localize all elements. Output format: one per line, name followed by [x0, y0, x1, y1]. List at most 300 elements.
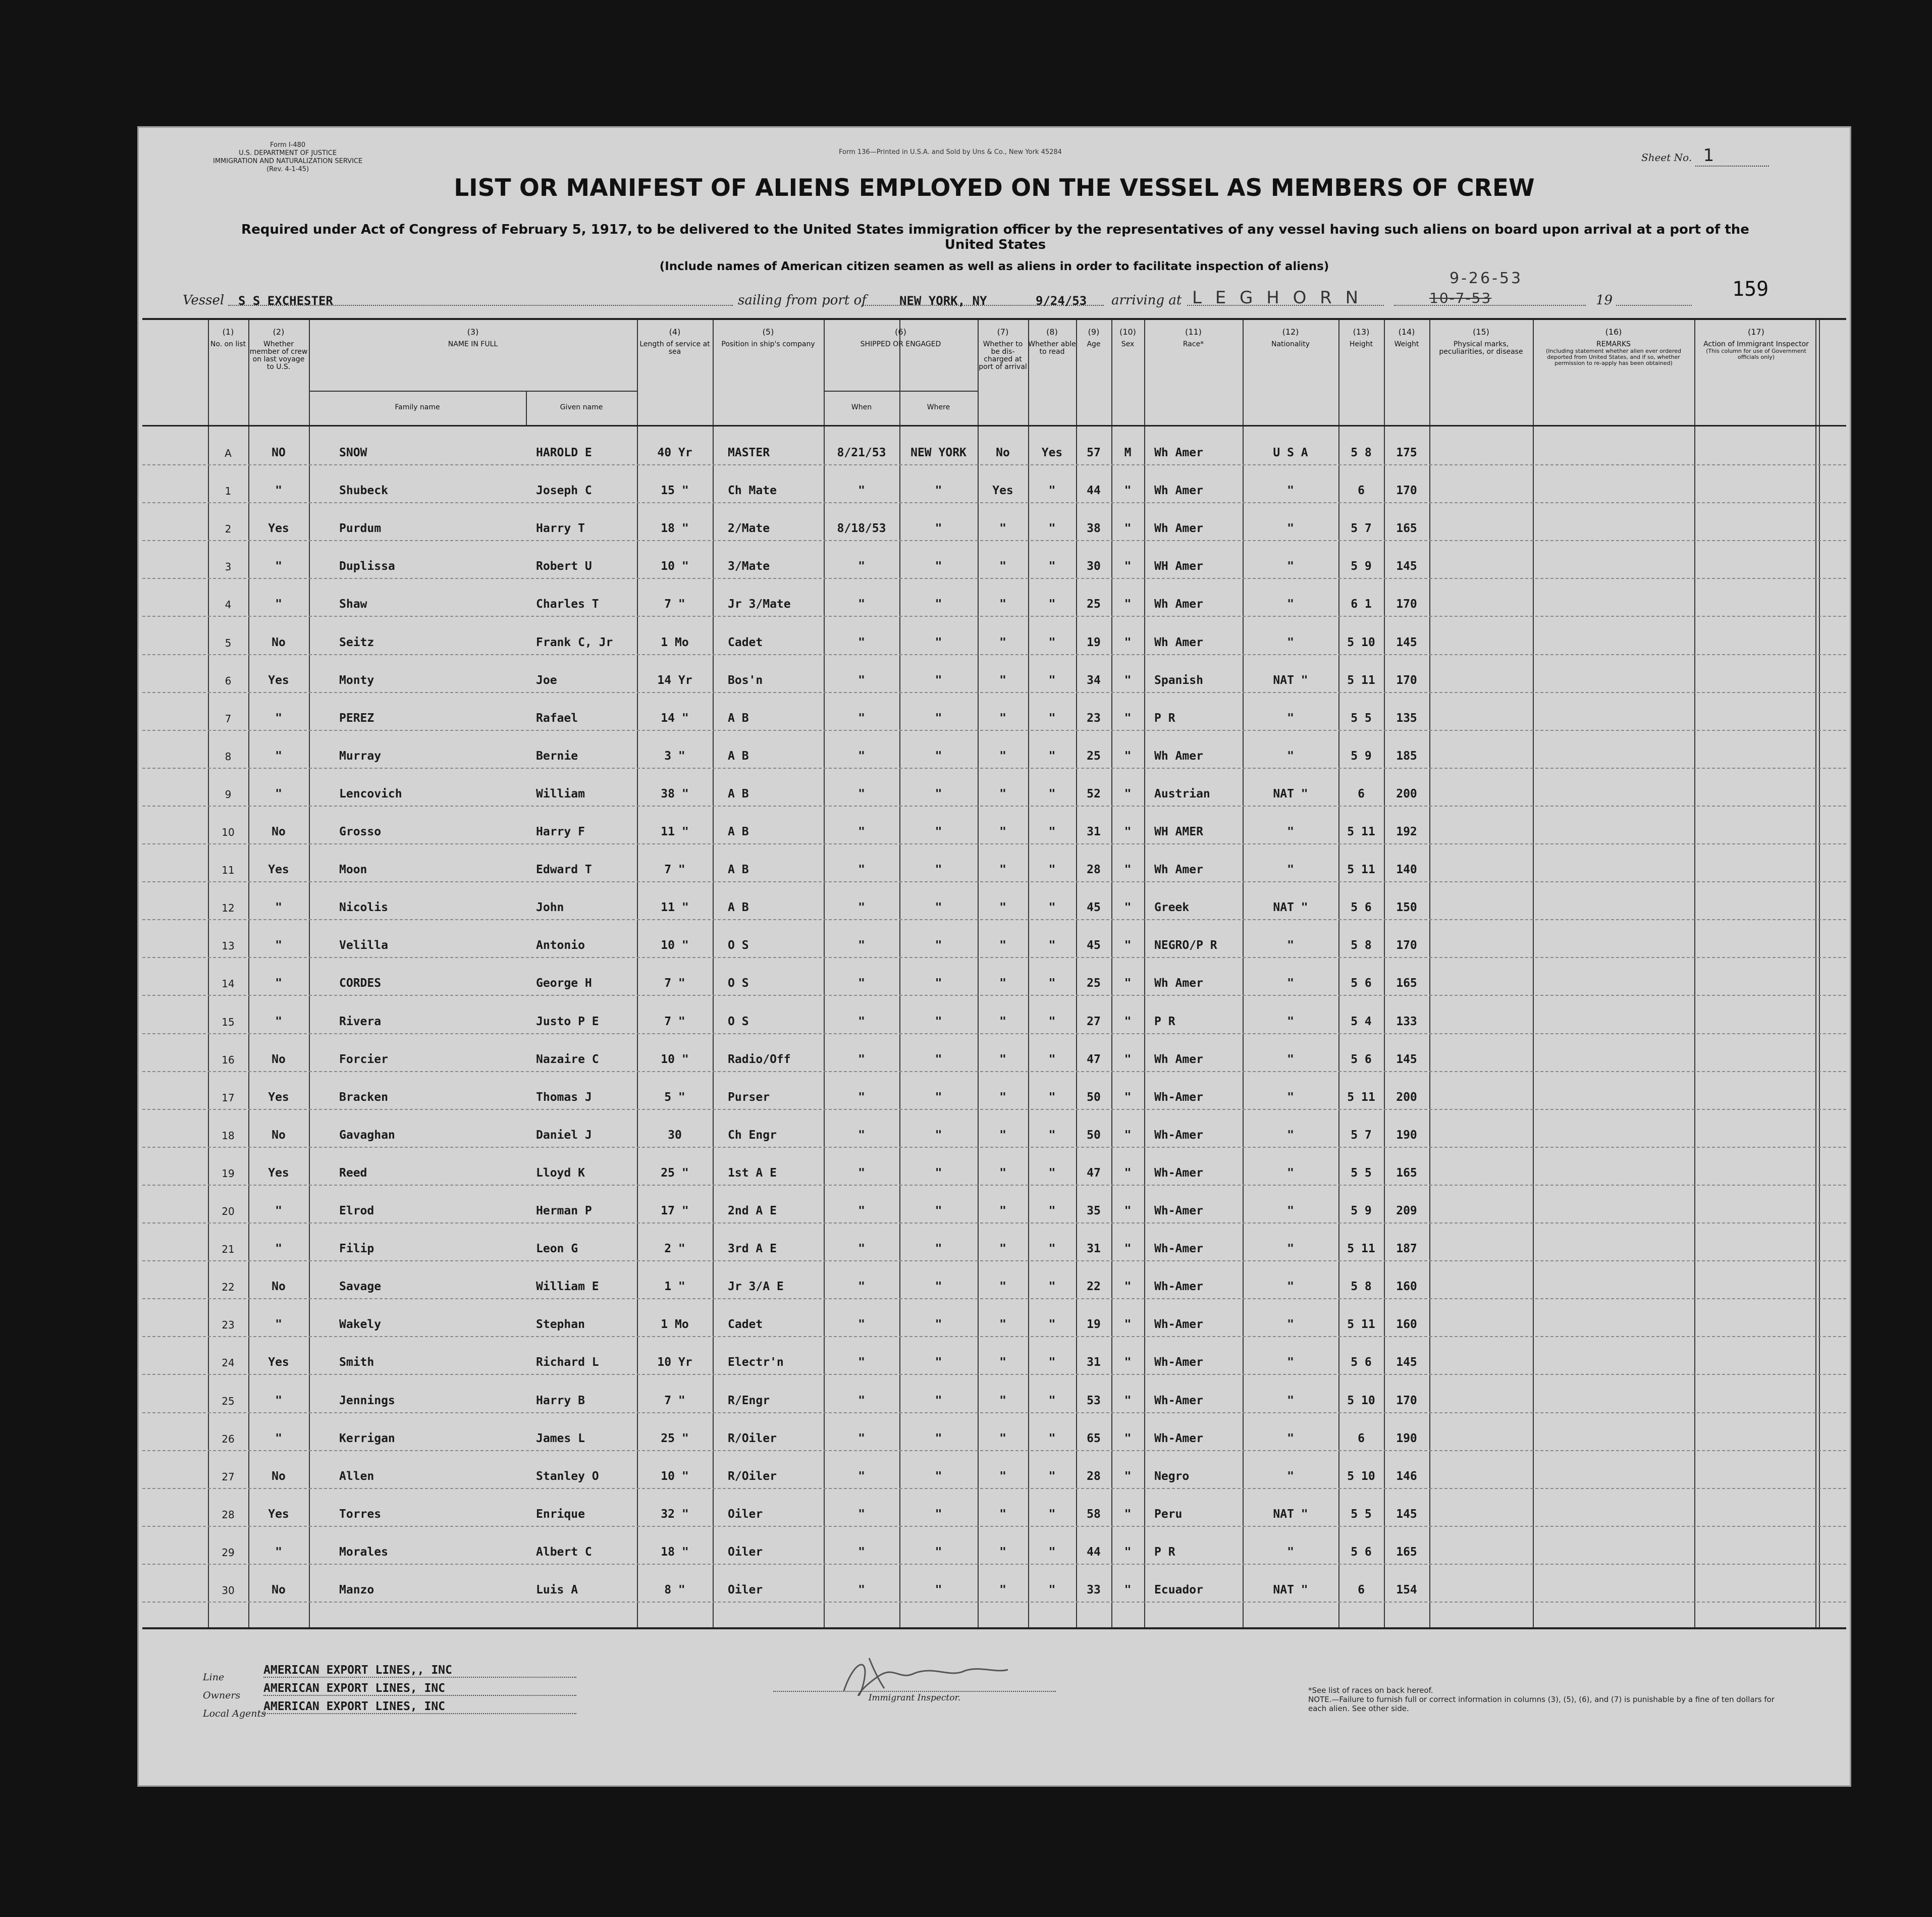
cell-family: Rivera — [339, 1015, 382, 1028]
cell-disch: " — [999, 711, 1006, 725]
cell-position: 2nd A E — [728, 1204, 777, 1217]
cell-no: 16 — [222, 1053, 235, 1066]
penalty-note: NOTE.—Failure to furnish full or correct information in columns (3), (5), (6), and (7) is punishable by a fine of ten dollars for each alien. See other side. — [1308, 1695, 1775, 1713]
cell-read: " — [1048, 598, 1056, 611]
cell-sex: " — [1124, 1583, 1132, 1596]
cell-where: " — [935, 1204, 942, 1217]
cell-disch: " — [999, 1545, 1006, 1559]
voyage-line — [183, 270, 1767, 313]
cell-when: " — [858, 1280, 865, 1294]
cell-family: SNOW — [339, 446, 367, 459]
cell-height: 5 5 — [1351, 1166, 1372, 1180]
vessel-label: Vessel — [183, 293, 225, 308]
cell-family: Allen — [339, 1469, 374, 1483]
cell-last: " — [275, 901, 282, 915]
cell-weight: 145 — [1396, 560, 1417, 573]
cell-where: " — [935, 598, 942, 611]
cell-last: No — [272, 1469, 286, 1483]
cell-height: 5 6 — [1351, 1052, 1372, 1066]
cell-height: 5 11 — [1347, 1318, 1375, 1332]
cell-nat: " — [1287, 598, 1294, 611]
cell-race: NEGRO/P R — [1154, 939, 1217, 952]
cell-no: 20 — [222, 1205, 235, 1217]
cell-family: Smith — [339, 1356, 374, 1369]
cell-disch: " — [999, 560, 1006, 573]
cell-last: " — [275, 560, 282, 573]
cell-position: O S — [728, 977, 749, 990]
cell-where: " — [935, 977, 942, 990]
cell-where: " — [935, 1090, 942, 1104]
cell-where: " — [935, 749, 942, 763]
cell-height: 5 11 — [1347, 1242, 1375, 1256]
cell-when: " — [858, 825, 865, 838]
cell-sex: " — [1124, 825, 1132, 838]
header-able-to-read: (8) Whether able to read — [1028, 327, 1076, 356]
cell-no: 22 — [222, 1281, 235, 1294]
cell-age: 31 — [1087, 1242, 1101, 1256]
table-row — [142, 654, 1846, 693]
cell-service: 7 " — [664, 598, 685, 611]
cell-position: Purser — [728, 1090, 770, 1104]
table-row — [142, 1185, 1846, 1223]
cell-age: 47 — [1087, 1166, 1101, 1180]
cell-read: " — [1048, 1431, 1056, 1445]
cell-read: " — [1048, 1356, 1056, 1369]
cell-service: 38 " — [661, 787, 689, 801]
table-row — [142, 692, 1846, 731]
inspector-signature — [834, 1650, 1015, 1696]
cell-given: Harry T — [536, 522, 585, 536]
cell-position: Radio/Off — [728, 1052, 791, 1066]
cell-given: Frank C, Jr — [536, 635, 613, 649]
cell-read: " — [1048, 1583, 1056, 1596]
header-physical-marks: (15) Physical marks, peculiarities, or disease — [1439, 327, 1523, 356]
cell-nat: " — [1287, 1356, 1294, 1369]
cell-last: Yes — [268, 863, 289, 877]
cell-weight: 209 — [1396, 1204, 1417, 1217]
cell-given: Charles T — [536, 598, 599, 611]
cell-read: Yes — [1041, 446, 1063, 459]
cell-age: 25 — [1087, 977, 1101, 990]
form-revision: (Rev. 4-1-45) — [266, 166, 309, 173]
cell-race: WH AMER — [1154, 825, 1203, 838]
cell-when: " — [858, 1015, 865, 1028]
cell-when: " — [858, 863, 865, 877]
cell-race: P R — [1154, 1015, 1175, 1028]
cell-service: 30 — [668, 1128, 682, 1142]
cell-service: 7 " — [664, 1394, 685, 1407]
cell-service: 10 " — [661, 560, 689, 573]
cell-when: " — [858, 1090, 865, 1104]
cell-when: " — [858, 598, 865, 611]
cell-sex: " — [1124, 673, 1132, 687]
header-sex: (10) Sex — [1119, 327, 1136, 348]
cell-given: George H — [536, 977, 592, 990]
cell-weight: 145 — [1396, 635, 1417, 649]
cell-age: 19 — [1087, 1318, 1101, 1332]
cell-when: " — [858, 939, 865, 952]
cell-age: 50 — [1087, 1128, 1101, 1142]
cell-read: " — [1048, 901, 1056, 915]
cell-read: " — [1048, 635, 1056, 649]
cell-service: 18 " — [661, 522, 689, 536]
cell-height: 5 6 — [1351, 977, 1372, 990]
cell-disch: " — [999, 939, 1006, 952]
cell-age: 19 — [1087, 635, 1101, 649]
cell-read: " — [1048, 1507, 1056, 1521]
cell-height: 6 — [1358, 787, 1365, 801]
cell-nat: " — [1287, 711, 1294, 725]
cell-family: Duplissa — [339, 560, 395, 573]
cell-given: Antonio — [536, 939, 585, 952]
header-where: Where — [927, 403, 950, 411]
cell-given: Lloyd K — [536, 1166, 585, 1180]
cell-read: " — [1048, 484, 1056, 498]
cell-given: Harry B — [536, 1394, 585, 1407]
cell-where: " — [935, 1545, 942, 1559]
cell-race: Wh Amer — [1154, 484, 1203, 498]
cell-age: 45 — [1087, 901, 1101, 915]
cell-position: Oiler — [728, 1507, 763, 1521]
cell-given: Rafael — [536, 711, 578, 725]
table-row — [142, 1336, 1846, 1375]
cell-weight: 165 — [1396, 1166, 1417, 1180]
table-row — [142, 768, 1846, 807]
cell-nat: NAT " — [1273, 673, 1308, 687]
cell-no: 14 — [222, 978, 235, 990]
cell-disch: " — [999, 977, 1006, 990]
cell-sex: " — [1124, 1090, 1132, 1104]
cell-no: 29 — [222, 1546, 235, 1559]
cell-sex: " — [1124, 522, 1132, 536]
cell-read: " — [1048, 863, 1056, 877]
cell-height: 6 — [1358, 484, 1365, 498]
cell-disch: " — [999, 825, 1006, 838]
cell-race: Greek — [1154, 901, 1190, 915]
cell-no: 3 — [225, 561, 232, 573]
cell-sex: " — [1124, 749, 1132, 763]
departure-port: NEW YORK, NY — [899, 294, 987, 308]
arrival-port: L E G H O R N — [1192, 288, 1363, 308]
cell-nat: " — [1287, 749, 1294, 763]
cell-weight: 200 — [1396, 787, 1417, 801]
cell-weight: 170 — [1396, 1394, 1417, 1407]
cell-last: No — [272, 635, 286, 649]
cell-disch: " — [999, 1507, 1006, 1521]
cell-last: No — [272, 1052, 286, 1066]
cell-race: Wh-Amer — [1154, 1431, 1203, 1445]
cell-read: " — [1048, 673, 1056, 687]
cell-no: A — [225, 447, 232, 459]
cell-position: Ch Mate — [728, 484, 777, 498]
cell-where: " — [935, 787, 942, 801]
cell-height: 6 1 — [1351, 598, 1372, 611]
cell-sex: " — [1124, 1545, 1132, 1559]
cell-last: " — [275, 787, 282, 801]
cell-when: " — [858, 1242, 865, 1256]
cell-last: " — [275, 711, 282, 725]
cell-nat: " — [1287, 1431, 1294, 1445]
inspector-label: Immigrant Inspector. — [773, 1691, 1056, 1703]
cell-last: " — [275, 598, 282, 611]
cell-disch: " — [999, 1394, 1006, 1407]
header-no-on-list: (1) No. on list — [210, 327, 246, 348]
cell-weight: 150 — [1396, 901, 1417, 915]
cell-last: No — [272, 1128, 286, 1142]
table-row — [142, 843, 1846, 882]
cell-race: Negro — [1154, 1469, 1190, 1483]
line-value: AMERICAN EXPORT LINES,, INC — [263, 1664, 576, 1678]
cell-height: 5 10 — [1347, 1394, 1375, 1407]
cell-race: Wh-Amer — [1154, 1128, 1203, 1142]
cell-when: " — [858, 1318, 865, 1332]
table-row — [142, 616, 1846, 655]
cell-when: " — [858, 673, 865, 687]
cell-nat: NAT " — [1273, 1507, 1308, 1521]
cell-read: " — [1048, 1015, 1056, 1028]
sheet-label: Sheet No. — [1641, 151, 1692, 164]
owners-label: Owners — [203, 1690, 241, 1701]
cell-family: Torres — [339, 1507, 382, 1521]
sailing-label: sailing from port of — [738, 293, 867, 308]
table-row — [142, 957, 1846, 996]
cell-race: Wh-Amer — [1154, 1280, 1203, 1294]
cell-service: 5 " — [664, 1090, 685, 1104]
table-row — [142, 1260, 1846, 1299]
cell-weight: 145 — [1396, 1356, 1417, 1369]
cell-where: " — [935, 673, 942, 687]
table-row — [142, 1071, 1846, 1110]
cell-no: 2 — [225, 523, 232, 536]
cell-position: Cadet — [728, 635, 763, 649]
cell-nat: " — [1287, 1394, 1294, 1407]
cell-given: Justo P E — [536, 1015, 599, 1028]
cell-service: 1 Mo — [661, 635, 689, 649]
cell-age: 44 — [1087, 484, 1101, 498]
cell-service: 40 Yr — [657, 446, 692, 459]
cell-weight: 165 — [1396, 1545, 1417, 1559]
cell-disch: " — [999, 635, 1006, 649]
cell-age: 28 — [1087, 1469, 1101, 1483]
cell-no: 10 — [222, 826, 235, 838]
cell-service: 1 Mo — [661, 1318, 689, 1332]
cell-family: Manzo — [339, 1583, 374, 1596]
cell-weight: 170 — [1396, 484, 1417, 498]
line-label: Line — [203, 1672, 225, 1683]
arriving-label: arriving at — [1111, 293, 1182, 308]
cell-disch: " — [999, 1204, 1006, 1217]
cell-weight: 175 — [1396, 446, 1417, 459]
cell-given: Thomas J — [536, 1090, 592, 1104]
cell-given: Edward T — [536, 863, 592, 877]
cell-last: " — [275, 1394, 282, 1407]
cell-read: " — [1048, 825, 1056, 838]
cell-age: 34 — [1087, 673, 1101, 687]
cell-race: P R — [1154, 711, 1175, 725]
cell-age: 38 — [1087, 522, 1101, 536]
cell-read: " — [1048, 1204, 1056, 1217]
table-row — [142, 881, 1846, 920]
table-row — [142, 806, 1846, 844]
document-title: LIST OR MANIFEST OF ALIENS EMPLOYED ON THE VESSEL AS MEMBERS OF CREW — [454, 174, 1535, 202]
cell-read: " — [1048, 1242, 1056, 1256]
cell-weight: 145 — [1396, 1052, 1417, 1066]
cell-service: 8 " — [664, 1583, 685, 1596]
sheet-number-field — [1641, 145, 1769, 167]
cell-nat: U S A — [1273, 446, 1308, 459]
race-note: *See list of races on back hereof. — [1308, 1686, 1433, 1695]
cell-age: 57 — [1087, 446, 1101, 459]
cell-sex: " — [1124, 939, 1132, 952]
cell-height: 6 — [1358, 1583, 1365, 1596]
table-row — [142, 464, 1846, 503]
cell-race: Wh Amer — [1154, 598, 1203, 611]
cell-disch: " — [999, 1469, 1006, 1483]
cell-service: 32 " — [661, 1507, 689, 1521]
cell-where: " — [935, 1318, 942, 1332]
cell-last: NO — [272, 446, 286, 459]
cell-service: 17 " — [661, 1204, 689, 1217]
cell-when: " — [858, 1507, 865, 1521]
cell-weight: 170 — [1396, 673, 1417, 687]
arrival-date-struck: 10-7-53 — [1429, 290, 1492, 306]
cell-family: Velilla — [339, 939, 388, 952]
cell-position: 2/Mate — [728, 522, 770, 536]
cell-nat: " — [1287, 1469, 1294, 1483]
cell-family: Elrod — [339, 1204, 374, 1217]
sheet-number: 1 — [1695, 145, 1769, 167]
header-height: (13) Height — [1349, 327, 1373, 348]
cell-when: " — [858, 1583, 865, 1596]
table-row — [142, 502, 1846, 541]
cell-service: 10 " — [661, 1469, 689, 1483]
cell-family: Jennings — [339, 1394, 395, 1407]
cell-given: Joseph C — [536, 484, 592, 498]
cell-given: William — [536, 787, 585, 801]
table-row — [142, 578, 1846, 617]
document-subtitle: Required under Act of Congress of February 5, 1917, to be delivered to the United States immigration officer by the representatives of any vessel having such aliens on board upon arrival at a port of the United States — [241, 222, 1749, 252]
cell-weight: 170 — [1396, 598, 1417, 611]
cell-age: 22 — [1087, 1280, 1101, 1294]
cell-position: MASTER — [728, 446, 770, 459]
table-row — [142, 730, 1846, 769]
cell-age: 44 — [1087, 1545, 1101, 1559]
cell-read: " — [1048, 1052, 1056, 1066]
cell-nat: " — [1287, 863, 1294, 877]
cell-no: 6 — [225, 674, 232, 687]
cell-read: " — [1048, 1090, 1056, 1104]
cell-family: Murray — [339, 749, 382, 763]
cell-age: 27 — [1087, 1015, 1101, 1028]
cell-weight: 190 — [1396, 1431, 1417, 1445]
cell-position: 3/Mate — [728, 560, 770, 573]
cell-where: NEW YORK — [910, 446, 967, 459]
cell-no: 5 — [225, 636, 232, 649]
cell-given: Stephan — [536, 1318, 585, 1332]
arrival-date: 9-26-53 — [1450, 270, 1523, 287]
cell-no: 1 — [225, 485, 232, 498]
cell-service: 11 " — [661, 901, 689, 915]
cell-weight: 185 — [1396, 749, 1417, 763]
cell-where: " — [935, 1469, 942, 1483]
cell-when: " — [858, 1431, 865, 1445]
cell-sex: " — [1124, 711, 1132, 725]
cell-last: No — [272, 825, 286, 838]
form-number: Form I-480 — [270, 141, 306, 149]
table-row — [142, 995, 1846, 1034]
table-row — [142, 919, 1846, 958]
cell-sex: " — [1124, 1052, 1132, 1066]
cell-weight: 192 — [1396, 825, 1417, 838]
cell-when: " — [858, 1166, 865, 1180]
cell-last: Yes — [268, 1166, 289, 1180]
cell-when: " — [858, 1469, 865, 1483]
cell-given: Harry F — [536, 825, 585, 838]
cell-sex: " — [1124, 1166, 1132, 1180]
cell-read: " — [1048, 1394, 1056, 1407]
cell-when: " — [858, 749, 865, 763]
cell-disch: " — [999, 1583, 1006, 1596]
cell-sex: " — [1124, 1356, 1132, 1369]
cell-position: A B — [728, 825, 749, 838]
cell-race: Wh-Amer — [1154, 1394, 1203, 1407]
header-position: (5) Position in ship's company — [721, 327, 815, 348]
header-service-length: (4) Length of service at sea — [639, 327, 710, 356]
cell-last: " — [275, 1204, 282, 1217]
cell-when: " — [858, 1052, 865, 1066]
table-row — [142, 1374, 1846, 1413]
table-row — [142, 1109, 1846, 1148]
cell-sex: " — [1124, 598, 1132, 611]
table-row — [142, 1222, 1846, 1261]
cell-where: " — [935, 1507, 942, 1521]
cell-weight: 135 — [1396, 711, 1417, 725]
cell-disch: " — [999, 1242, 1006, 1256]
cell-no: 9 — [225, 788, 232, 801]
header-given-name: Given name — [560, 403, 603, 411]
cell-height: 5 9 — [1351, 560, 1372, 573]
cell-sex: " — [1124, 635, 1132, 649]
cell-service: 15 " — [661, 484, 689, 498]
table-row — [142, 1033, 1846, 1072]
cell-sex: " — [1124, 1469, 1132, 1483]
cell-sex: " — [1124, 1128, 1132, 1142]
cell-family: Forcier — [339, 1052, 388, 1066]
cell-age: 47 — [1087, 1052, 1101, 1066]
cell-where: " — [935, 1166, 942, 1180]
cell-sex: " — [1124, 1394, 1132, 1407]
cell-last: " — [275, 939, 282, 952]
cell-nat: " — [1287, 977, 1294, 990]
cell-when: " — [858, 711, 865, 725]
cell-no: 19 — [222, 1167, 235, 1180]
cell-disch: " — [999, 1356, 1006, 1369]
cell-disch: " — [999, 598, 1006, 611]
cell-race: Peru — [1154, 1507, 1183, 1521]
cell-service: 25 " — [661, 1166, 689, 1180]
cell-no: 8 — [225, 750, 232, 763]
cell-family: Lencovich — [339, 787, 402, 801]
cell-race: Wh Amer — [1154, 749, 1203, 763]
cell-position: Bos'n — [728, 673, 763, 687]
manifest-footer — [137, 1640, 1851, 1787]
cell-no: 28 — [222, 1508, 235, 1521]
cell-disch: " — [999, 863, 1006, 877]
header-family-name: Family name — [395, 403, 440, 411]
cell-read: " — [1048, 1166, 1056, 1180]
cell-family: Shaw — [339, 598, 367, 611]
cell-read: " — [1048, 1545, 1056, 1559]
